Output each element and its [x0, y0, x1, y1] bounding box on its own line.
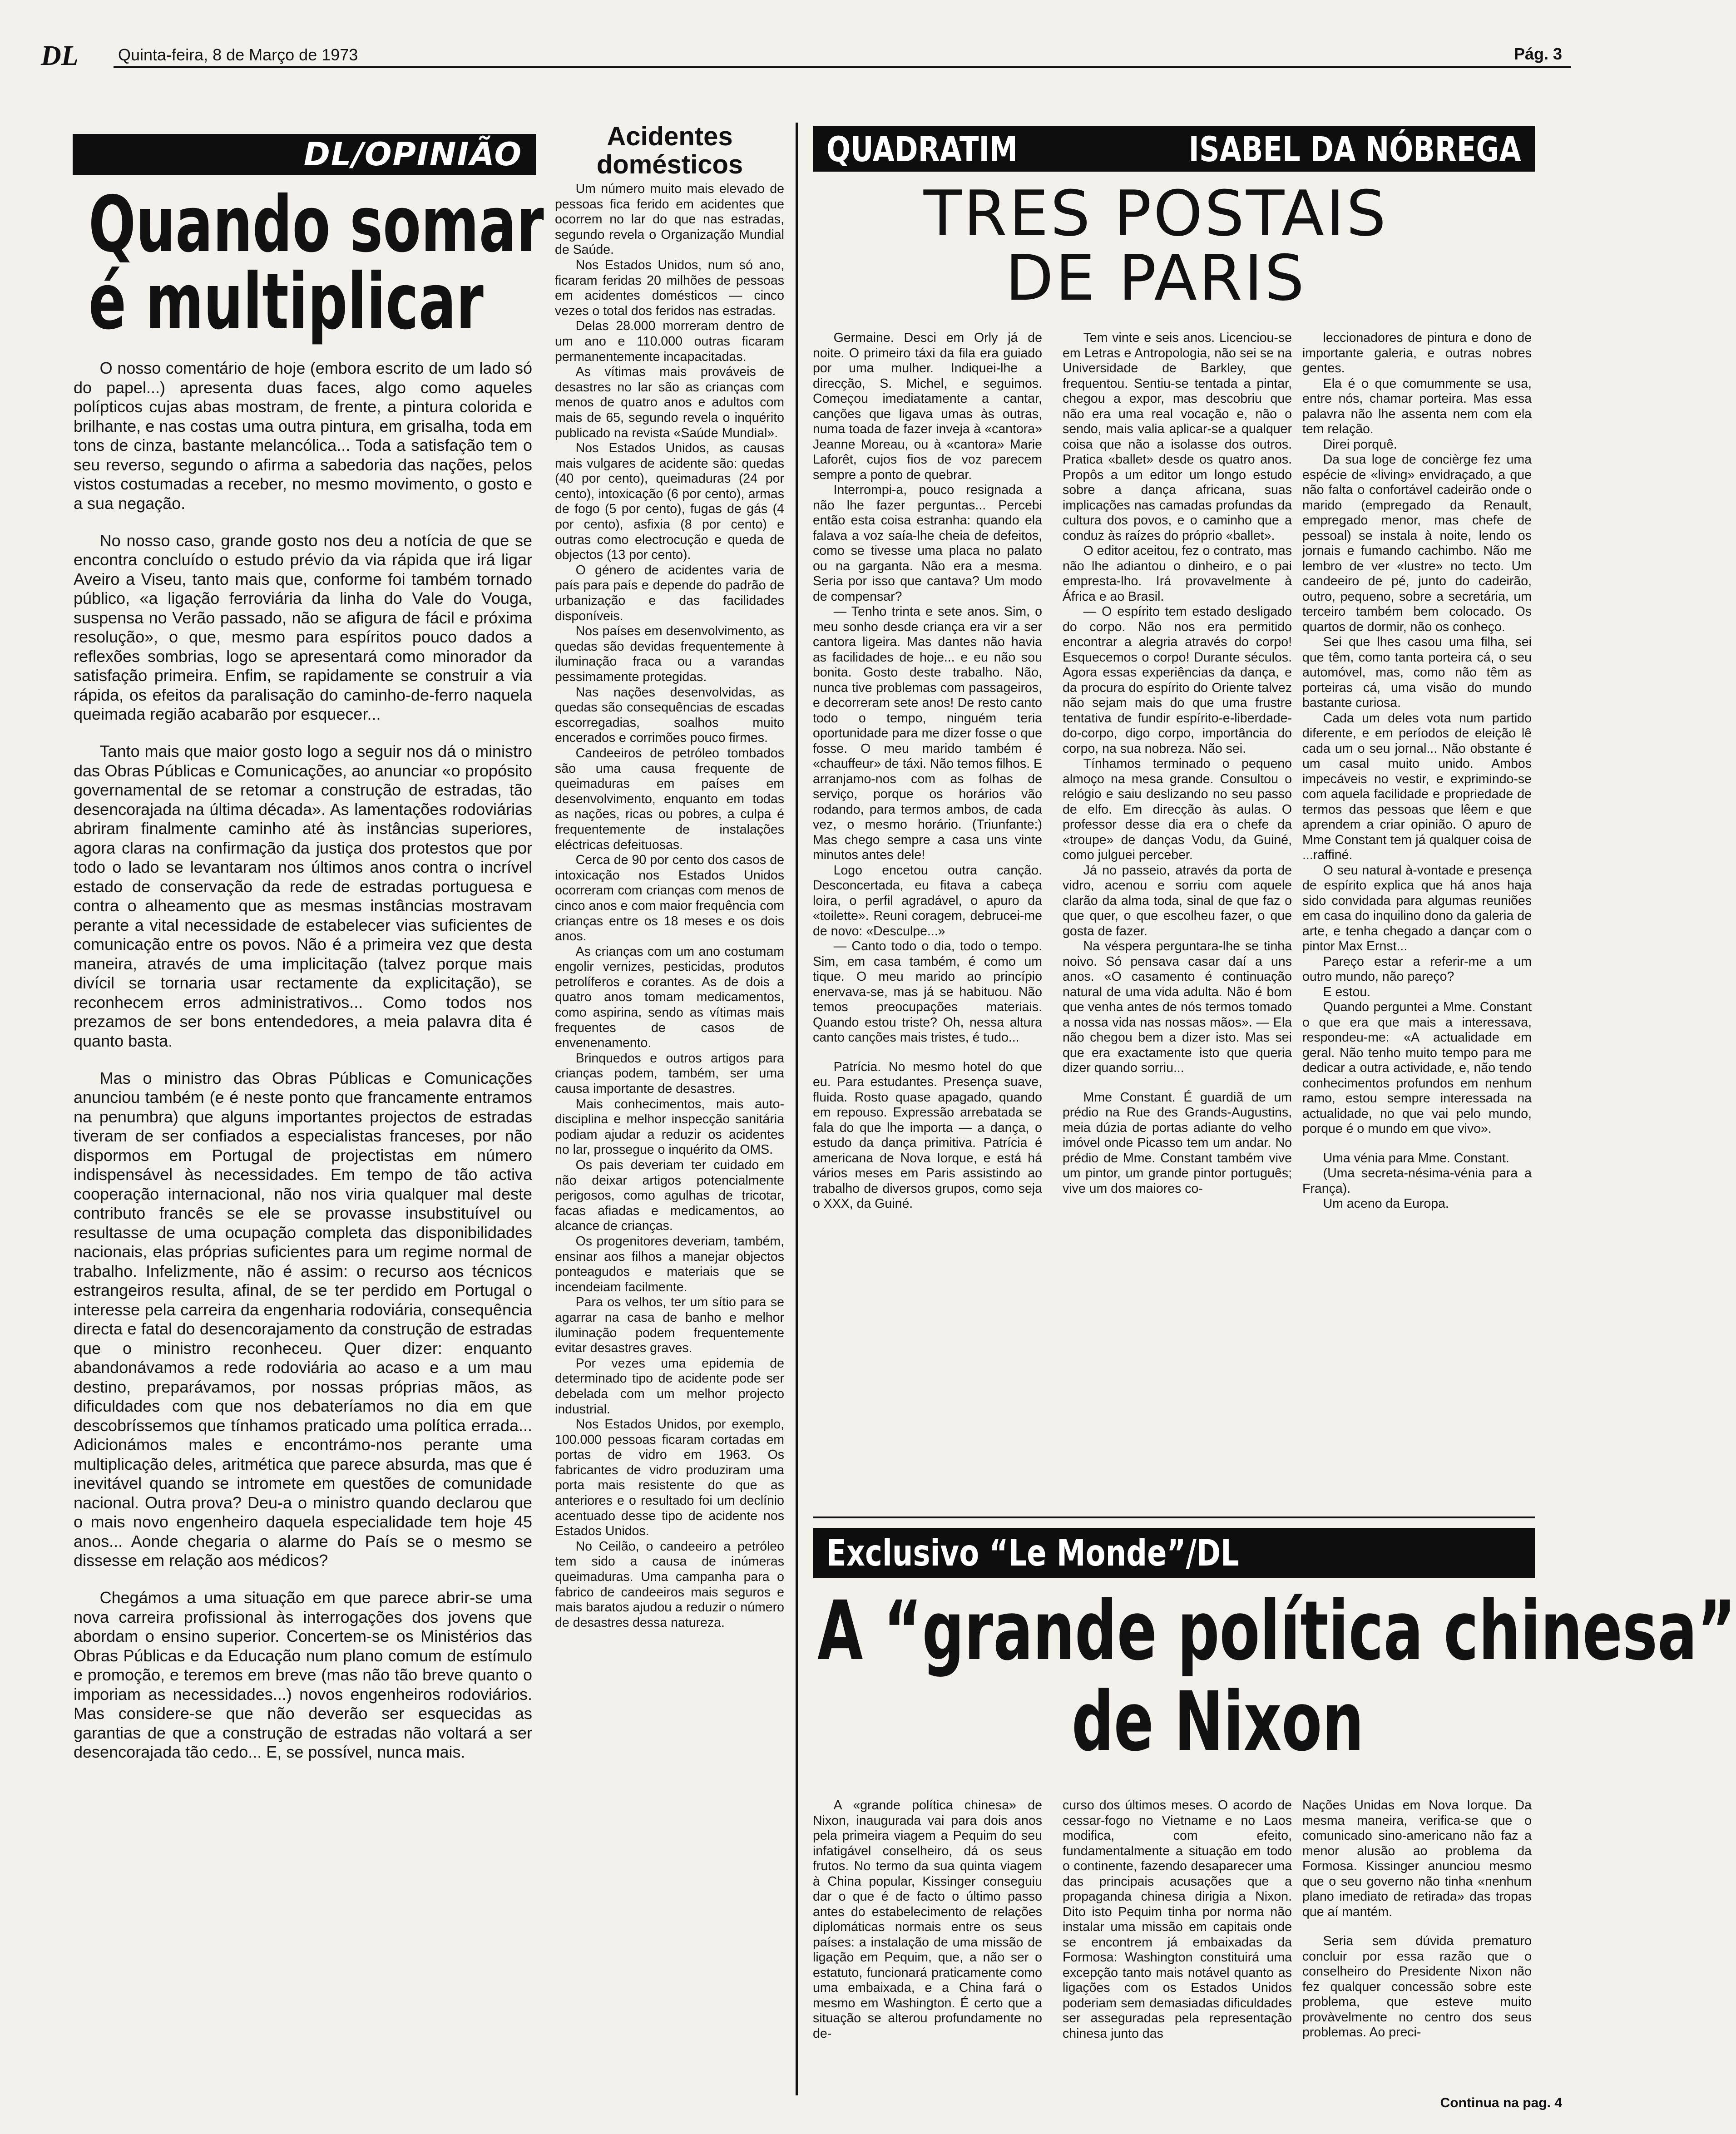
quadratim-paragraph: Tem vinte e seis anos. Licenciou-se em Letras e Antropologia, não sei se na Universidade de Barkley, que frequentou. Sentiu-se tentada a pintar, chegou a expor, mas descobriu que não era uma real vocação e, não o sendo, mais valia aplicar-se a qualquer coisa que não a isolasse dos outros. Pratica «ballet» desde os quatro anos. Propôs a um editor um longo estudo sobre a dança africana, suas implicações nas camadas profundas da cultura dos povos, e o caminho que a conduz às raízes do próprio «ballet». [1063, 331, 1292, 543]
quadratim-title [863, 177, 1449, 315]
quadratim-paragraph: Pareço estar a referir-me a um outro mundo, não pareço? [1302, 954, 1532, 984]
accidents-paragraph: Nos países em desenvolvimento, as quedas são devidas frequentemente à iluminação fraca ou a varandas pessimamente protegidas. [555, 624, 784, 684]
quadratim-paragraph: Da sua loge de concièrge fez uma espécie de «living» envidraçado, a que não falta o confortável cadeirão onde o marido (empregado da Renault, empregado menor, mas chefe de pessoal) se instala à noite, lendo os jornais e fumando cachimbo. Não me lembro de ver «lustre» no tecto. Um candeeiro de pé, junto do cadeirão, outro, pequeno, sobre a secretária, um terceiro também bem colocado. Os quartos de dormir, não os conheço. [1302, 452, 1532, 634]
quadratim-title-line-1: TRES POSTAIS [923, 177, 1388, 250]
quadratim-band [813, 126, 1535, 172]
column-divider [796, 123, 798, 2095]
quadratim-paragraph: — Canto todo o dia, todo o tempo. Sim, em casa também, é como um tique. O meu marido ao princípio enervava-se, mas já se habituou. Não temos preocupações materiais. Quando estou triste? Oh, nessa altura canto canções mais tristes, é tudo... [813, 939, 1042, 1045]
exclusive-paragraph: curso dos últimos meses. O acordo de cessar-fogo no Vietname e no Laos modifica, com efeito, fundamentalmente a situação em todo o continente, fazendo desaparecer uma das principais acusações que a propaganda chinesa dirigia a Nixon. Dito isto Pequim tinha por norma não instalar uma missão em capitais onde se encontrem já embaixadas da Formosa: Washington constituirá uma excepção tanto mais notável quanto as ligações com os Estados Unidos poderiam sem demasiadas dificuldades ser asseguradas pela representação chinesa junto das [1063, 1798, 1292, 2041]
exclusive-band-label: Exclusivo “Le Monde”/DL [826, 1531, 1239, 1574]
opinion-band: DL/OPINIÃO [73, 134, 536, 175]
masthead [41, 40, 1576, 72]
quadratim-paragraph: Uma vénia para Mme. Constant. [1323, 1151, 1509, 1166]
quadratim-paragraph: — O espírito tem estado desligado do corpo. Não nos era permitido encontrar a alegria através do corpo! Esquecemos o corpo! Durante séculos. Agora essas experiências da dança, e da procura do espírito do Oriente talvez não sejam mais do que uma frustre tentativa de fundir espírito-e-liberdade-do-corpo, digo corpo, importância do corpo, na sua nobreza. Não sei. [1063, 604, 1292, 756]
accidents-paragraph: As vítimas mais prováveis de desastres no lar são as crianças com menos de quatro anos e adultos com mais de 65, segundo revela o inquérito publicado na revista «Saúde Mundial». [555, 365, 784, 440]
quadratim-paragraph: Cada um deles vota num partido diferente, e em períodos de eleição lê cada um o seu jornal... Não obstante é um casal muito unido. Ambos impecáveis no vestir, e exprimindo-se com aquela facilidade e propriedade de termos das pessoas que lêem e que aprendem a criar opinião. O apuro de Mme Constant tem já qualquer coisa de ...raffiné. [1302, 711, 1532, 862]
accidents-paragraph: Nos Estados Unidos, por exemplo, 100.000 pessoas ficaram cortadas em portas de vidro em 1963. Os fabricantes de vidro produziram uma porta mais resistente do que as anteriores e o resultado foi um declínio acentuado desse tipo de acidente nos Estados Unidos. [555, 1417, 784, 1539]
accidents-paragraph: Os progenitores deveriam, também, ensinar aos filhos a manejar objectos ponteagudos e materiais que se incendeiam facilmente. [555, 1234, 784, 1294]
exclusive-column-2 [1063, 1798, 1292, 2089]
quadratim-paragraph: Ela é o que comummente se usa, entre nós, chamar porteira. Mas essa palavra não lhe assenta nem com ela tem relação. [1302, 376, 1532, 436]
accidents-title-line-2: domésticos [596, 150, 743, 179]
quadratim-paragraph: (Uma secreta-nésima-vénia para a França). [1302, 1166, 1532, 1196]
accidents-article-body [555, 182, 784, 2086]
quadratim-paragraph: Já no passeio, através da porta de vidro, acenou e sorriu com aquele clarão da alma toda, sinal de que faz o que quer, o que escolheu fazer, o que gosta de fazer. [1063, 863, 1292, 939]
quadratim-paragraph: Tínhamos terminado o pequeno almoço na mesa grande. Consultou o relógio e saiu deslizando no seu passo de elfo. Em direcção às aulas. O professor desse dia era o chefe da «troupe» de danças Vodu, da Guiné, como julguei perceber. [1063, 756, 1292, 862]
quadratim-paragraph: Direi porquê. [1323, 437, 1397, 452]
issue-date: Quinta-feira, 8 de Março de 1973 [118, 45, 358, 64]
quadratim-paragraph: Quando perguntei a Mme. Constant o que era que mais a interessava, respondeu-me: «A actualidade em geral. Não tenho muito tempo para me dedicar a outra actividade, e, não tendo conhecimentos profundos em nenhum ramo, estou sempre interessada na actualidade, no que vai pelo mundo, porque é o mundo em que vivo». [1302, 1000, 1532, 1136]
accidents-title-line-1: Acidentes [607, 122, 733, 151]
quadratim-paragraph: O editor aceitou, fez o contrato, mas não lhe adiantou o dinheiro, e o pai empresta-lho. Irá provavelmente à África e ao Brasil. [1063, 543, 1292, 604]
opinion-paragraph: Mas o ministro das Obras Públicas e Comunicações anunciou também (e é neste ponto que francamente entramos na penumbra) que alguns importantes projectos de estradas tiveram de ser confiados a especialistas franceses, por não dispormos em Portugal de projectistas em número indispensável às necessidades. Em tempo de tão activa cooperação internacional, não nos viria qualquer mal deste contributo francês se ele se provasse insubstituível ou resultasse de uma ocupação completa das disponibilidades nacionais, elas próprias suficientes para um regime normal de trabalho. Infelizmente, não é assim: o recurso aos técnicos estrangeiros resulta, afinal, de se ter perdido em Portugal o interesse pela carreira da engenharia rodoviária, consequência directa e fatal do desencorajamento da construção de estradas que o ministro reconheceu. Quer dizer: enquanto abandonávamos a rede rodoviária ao acaso e a um mau destino, preparávamos, por nossas próprias mãos, as dificuldades com que nos debateríamos no dia em que descobríssemos que tínhamos praticado uma política errada... Adicionámos males e encontrámo-nos perante uma multiplicação deles, aritmética que parece absurda, mas que é inevitável quando se intromete em questões de comunidade nacional. Outra prova? Deu-a o ministro quando declarou que o mais novo engenheiro daquela especialidade tem hoje 45 anos... Aonde chegaria o alarme do País se o mesmo se dissesse em relação aos médicos? [74, 1068, 532, 1570]
quadratim-paragraph: Logo encetou outra canção. Desconcertada, eu fitava a cabeça loira, o perfil agradável, o apuro da «toilette». Reuni coragem, debrucei-me de novo: «Desculpe...» [813, 863, 1042, 939]
accidents-paragraph: Delas 28.000 morreram dentro de um ano e 110.000 outras ficaram permanentemente incapacitadas. [555, 319, 784, 364]
accidents-paragraph: Nos Estados Unidos, num só ano, ficaram feridas 20 milhões de pessoas em acidentes domésticos — cinco vezes o total dos feridos nas estradas. [555, 257, 784, 318]
quadratim-paragraph: Germaine. Desci em Orly já de noite. O primeiro táxi da fila era guiado por uma mulher. Indiquei-lhe a direcção, S. Michel, e seguimos. Começou imediatamente a cantar, canções que ligava umas às outras, numa toada de fazer inveja à «cantora» Jeanne Moreau, ou à «cantora» Marie Laforêt, cujos fios de voz parecem sempre a ponto de quebrar. [813, 331, 1042, 482]
opinion-headline [89, 180, 544, 350]
exclusive-column-3 [1302, 1798, 1532, 2089]
quadratim-paragraph: Na véspera perguntara-lhe se tinha noivo. Só pensava casar daí a uns anos. «O casamento é continuação natural de uma vida adulta. Não é bom que venha antes de nós termos tomado a nossa vida nas nossas mãos». — Ela não chegou bem a dizer isto. Mas sei que era exactamente isto que queria dizer quando sorriu... [1063, 939, 1292, 1075]
quadratim-band-author: ISABEL DA NÓBREGA [1188, 128, 1521, 169]
quadratim-paragraph: Interrompi-a, pouco resignada a não lhe fazer perguntas... Percebi então esta coisa estranha: quando ela falava a voz saía-lhe cheia de defeitos, como se tivesse uma placa no palato ou na garganta. Não era a mesma. Seria por isso que cantava? Um modo de compensar? [813, 483, 1042, 604]
accidents-paragraph: O género de acidentes varia de país para país e depende do padrão de urbanização e das facilidades disponíveis. [555, 563, 784, 623]
quadratim-column-3 [1302, 331, 1532, 1534]
page-number: Pág. 3 [1513, 44, 1562, 63]
quadratim-paragraph: O seu natural à-vontade e presença de espírito explica que há anos haja sido convidada para algumas reuniões em casa do inquilino dono da galeria de arte, e tenha chegado a dançar com o pintor Max Ernst... [1302, 863, 1532, 953]
quadratim-column-1 [813, 331, 1042, 1534]
quadratim-paragraph: Sei que lhes casou uma filha, sei que têm, como tanta porteira cá, o seu automóvel, mas, como não têm as porteiras cá, uma visão do mundo bastante curiosa. [1302, 635, 1532, 710]
exclusive-column-1 [813, 1798, 1042, 2089]
opinion-paragraph: Chegámos a uma situação em que parece abrir-se uma nova carreira profissional às interrogações dos jovens que abordam o ensino superior. Concertem-se os Ministérios das Obras Públicas e da Educação num plano comum de estímulo e promoção, e teremos em breve (mas não tão breve quanto o imporiam as necessidades...) novos engenheiros rodoviários. Mas considere-se que não deverão ser esquecidas as garantias de que a construção de estradas não voltará a ser desencorajada tão cedo... E, se possível, nunca mais. [74, 1588, 532, 1762]
accidents-paragraph: Nos Estados Unidos, as causas mais vulgares de acidente são: quedas (40 por cento), queimaduras (24 por cento), intoxicação (6 por cento), armas de fogo (5 por cento), fugas de gás (4 por cento), asfixia (8 por cento) e outras como electrocução e queda de objectos (13 por cento). [555, 441, 784, 563]
newspaper-logo: DL [41, 40, 79, 71]
quadratim-paragraph: — Tenho trinta e sete anos. Sim, o meu sonho desde criança era vir a ser cantora ligeira. Mas dantes não havia as facilidades de hoje... e eu não sou bonita. Gosto deste trabalho. Não, nunca tive problemas com passageiros, e decorreram sete anos! De resto canto todo o tempo, ninguém teria oportunidade para me dizer fosse o que fosse. O meu marido também é «chauffeur» de táxi. Não temos filhos. E arranjamo-nos com as folhas de serviço, porque os horários vão rodando, para termos ambos, de cada vez, o mesmo horário. (Triunfante:) Mas chego sempre a casa uns vinte minutos antes dele! [813, 604, 1042, 862]
accidents-paragraph: No Ceilão, o candeeiro a petróleo tem sido a causa de inúmeras queimaduras. Uma campanha para o fabrico de candeeiros mais seguros e mais baratos ajudou a reduzir o número de desastres dessa natureza. [555, 1539, 784, 1630]
quadratim-paragraph: E estou. [1323, 984, 1371, 999]
opinion-paragraph: O nosso comentário de hoje (embora escrito de um lado só do papel...) apresenta duas faces, algo como aqueles polípticos cujas abas mostram, de frente, a pintura colorida e brilhante, e nas costas uma outra pintura, em grisalha, toda em tons de cinza, bastante melancólica... Toda a satisfação tem o seu reverso, segundo o afirma a sabedoria das nações, pelos vistos costumadas a receber, no mesmo movimento, o gosto e a sua negação. [74, 359, 532, 513]
accidents-paragraph: Mais conhecimentos, mais auto-disciplina e melhor inspecção sanitária podiam ajudar a reduzir os acidentes no lar, prossegue o inquérito da OMS. [555, 1097, 784, 1157]
exclusive-headline [817, 1584, 1736, 1780]
accidents-title [556, 123, 783, 179]
quadratim-paragraph: leccionadores de pintura e dono de importante galeria, e outras nobres gentes. [1302, 331, 1532, 375]
quadratim-title-line-2: DE PARIS [1005, 242, 1306, 315]
accidents-paragraph: Candeeiros de petróleo tombados são uma causa frequente de queimaduras em países em desenvolvimento, enquanto em todas as nações, ricas ou pobres, a culpa é frequentemente de instalações eléctricas defeituosas. [555, 746, 784, 852]
accidents-paragraph: Os pais deveriam ter cuidado em não deixar artigos potencialmente perigosos, como agulhas de tricotar, facas afiadas e medicamentos, ao alcance de crianças. [555, 1158, 784, 1234]
exclusive-paragraph: Nações Unidas em Nova Iorque. Da mesma maneira, verifica-se que o comunicado sino-americano não faz a menor alusão ao problema da Formosa. Kissinger anunciou mesmo que o seu governo não tinha «nenhum plano imediato de retirada» das tropas que aí mantém. [1302, 1798, 1532, 1919]
accidents-paragraph: Cerca de 90 por cento dos casos de intoxicação nos Estados Unidos ocorreram com crianças com menos de cinco anos e com maior frequência com crianças entre os 18 meses e os dois anos. [555, 853, 784, 944]
quadratim-column-2 [1063, 331, 1292, 1534]
opinion-headline-line-2: é multiplicar [89, 257, 484, 347]
quadratim-band-label: QUADRATIM [826, 128, 1018, 169]
exclusive-paragraph: A «grande política chinesa» de Nixon, inaugurada vai para dois anos pela primeira viagem a Pequim do seu infatigável conselheiro, dá os seus frutos. No termo da sua quinta viagem à China popular, Kissinger conseguiu dar o que é de facto o último passo antes do estabelecimento de relações diplomáticas normais entre os seus países: a instalação de uma missão de ligação em Pequim, que, a não ser o estatuto, funcionará praticamente como uma embaixada, e a China fará o mesmo em Washington. É certo que a situação se alterou profundamente no de- [813, 1798, 1042, 2041]
opinion-headline-line-1: Quando somar [89, 180, 544, 270]
opinion-article-body [74, 359, 532, 2084]
exclusive-band [813, 1528, 1535, 1578]
continued-on-page-link[interactable]: Continua na pag. 4 [1440, 2095, 1562, 2110]
section-divider [813, 1517, 1535, 1518]
quadratim-paragraph: Mme Constant. É guardiã de um prédio na Rue des Grands-Augustins, meia dúzia de portas adiante do velho imóvel onde Picasso tem um andar. No prédio de Mme. Constant também vive um pintor, um grande pintor português; vive um dos maiores co- [1063, 1090, 1292, 1196]
accidents-paragraph: Um número muito mais elevado de pessoas fica ferido em acidentes que ocorrem no lar do que nas estradas, segundo revela o Organização Mundial de Saúde. [555, 182, 784, 257]
opinion-paragraph: No nosso caso, grande gosto nos deu a notícia de que se encontra concluído o estudo prévio da via rápida que irá ligar Aveiro a Viseu, tanto mais que, conforme foi também tornado público, «a ligação ferroviária da linha do Vale do Vouga, suspensa no Verão passado, não se afigura de fácil e próxima resolução», o que, mesmo para espíritos pouco dados a reflexões sombrias, logo se apresentará como minorador da satisfação primeira. Enfim, se rapidamente se construir a via rápida, os efeitos da paralisação do caminho-de-ferro naquela queimada região acabarão por esquecer... [74, 531, 532, 724]
opinion-paragraph: Tanto mais que maior gosto logo a seguir nos dá o ministro das Obras Públicas e Comunicações, ao anunciar «o propósito governamental de se retomar a construção de estradas, tão desencorajada na última década». As lamentações rodoviárias abriram finalmente caminho até às instâncias superiores, agora claras na confirmação da justiça dos protestos que por todo o lado se levantaram nos últimos anos contra o incrível estado de conservação da rede de estradas portuguesa e contra o alheamento que as mesmas instâncias mostravam perante a vital necessidade de estabelecer vias suficientes de comunicação entre os povos. Não é a primeira vez que desta maneira, através de uma implicitação (talvez porque mais divícil se tornaria usar rectamente da explicitação), se reconhecem erros administrativos... Como todos nos prezamos de ser bons entendedores, a meia palavra dita é quanto basta. [74, 742, 532, 1050]
accidents-paragraph: As crianças com um ano costumam engolir vernizes, pesticidas, produtos petrolíferos e corantes. As de dois a quatro anos tomam medicamentos, como aspirina, sendo as vítimas mais frequentes de casos de envenenamento. [555, 944, 784, 1051]
header-rule [114, 66, 1571, 68]
exclusive-paragraph: Seria sem dúvida prematuro concluir por essa razão que o conselheiro do Presidente Nixon não fez qualquer concessão sobre este problema, que esteve muito provàvelmente no centro dos seus problemas. Ao preci- [1302, 1934, 1532, 2040]
accidents-paragraph: Brinquedos e outros artigos para crianças podem, também, ser uma causa importante de desastres. [555, 1051, 784, 1097]
accidents-paragraph: Para os velhos, ter um sítio para se agarrar na casa de banho e melhor iluminação podem frequentemente evitar desastres graves. [555, 1295, 784, 1356]
quadratim-paragraph: Patrícia. No mesmo hotel do que eu. Para estudantes. Presença suave, fluida. Rosto quase apagado, quando em repouso. Expressão arrebatada se fala do que lhe importa — a dança, o estudo da dança primitiva. Patrícia é americana de Nova Iorque, e está há vários meses em Paris assistindo ao trabalho de diversos grupos, como seja o XXX, da Guiné. [813, 1059, 1042, 1211]
accidents-paragraph: Por vezes uma epidemia de determinado tipo de acidente pode ser debelada com um melhor projecto industrial. [555, 1356, 784, 1417]
exclusive-headline-line-1: A “grande política chinesa” [817, 1584, 1736, 1679]
exclusive-headline-line-2: de Nixon [1072, 1675, 1364, 1769]
quadratim-paragraph: Um aceno da Europa. [1323, 1196, 1449, 1211]
accidents-paragraph: Nas nações desenvolvidas, as quedas são consequências de escadas escorregadias, soalhos muito encerados e corrimões pouco firmes. [555, 685, 784, 746]
